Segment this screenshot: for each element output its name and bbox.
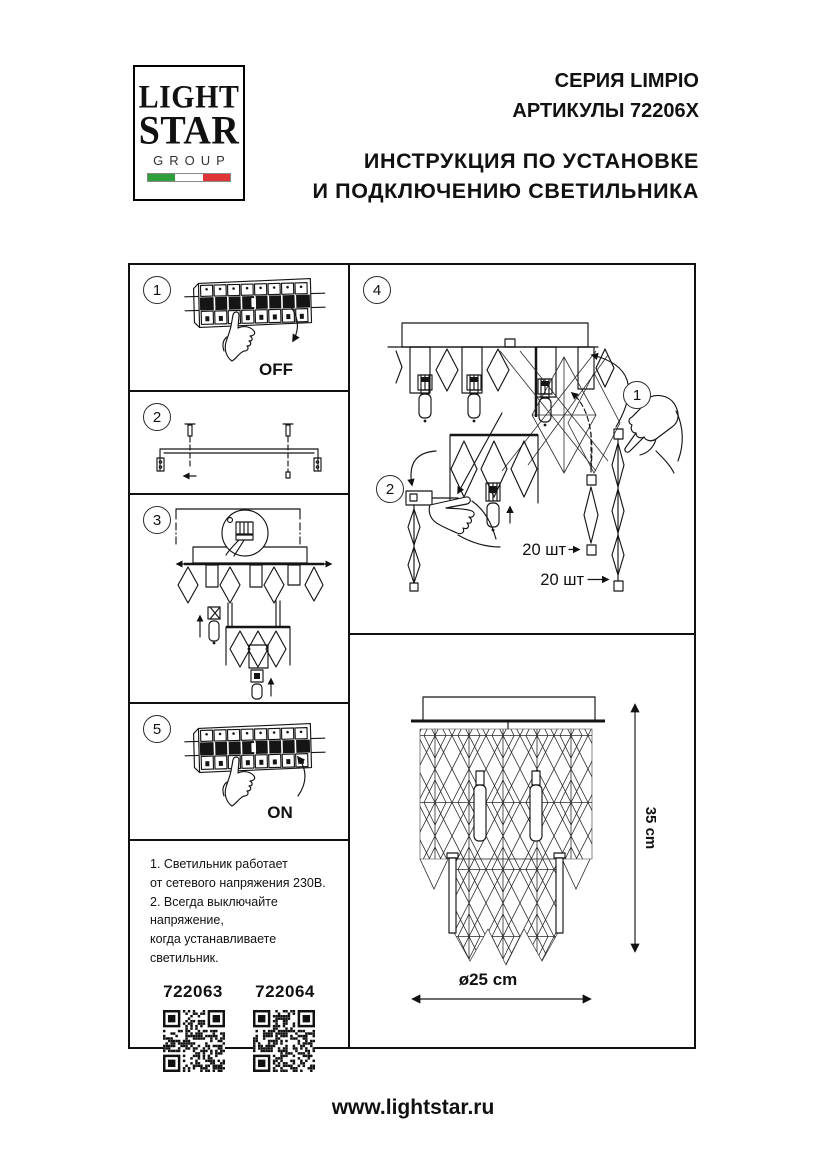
step3-number: 3 — [143, 506, 171, 534]
article-code-2: 722064 — [255, 981, 315, 1001]
qty-label-2: 20 шт — [540, 571, 584, 589]
series-name: СЕРИЯ LIMPIO — [554, 70, 699, 92]
website-url: www.lightstar.ru — [331, 1096, 495, 1119]
on-label: ON — [267, 803, 293, 822]
breaker-strip — [184, 278, 325, 328]
qr-code-722063 — [163, 1010, 225, 1072]
title-line1: ИНСТРУКЦИЯ ПО УСТАНОВКЕ — [363, 149, 699, 173]
dimensions-panel — [350, 635, 694, 1047]
flag-red — [203, 174, 230, 181]
step1-number: 1 — [143, 276, 171, 304]
guide-arrow-icon — [458, 413, 502, 493]
crystal-strand-right — [612, 429, 624, 591]
center-bulb — [486, 483, 510, 531]
notes-panel — [130, 841, 350, 1047]
series-block — [512, 66, 699, 126]
qr-codes — [130, 1010, 348, 1072]
logo-light: LIGHT — [138, 79, 240, 116]
note-line: 1. Светильник работает — [150, 857, 288, 871]
step1-panel — [130, 265, 350, 392]
flag-green — [148, 174, 175, 181]
note-line: когда устанавливаете светильник. — [150, 932, 277, 965]
qr-code-722064 — [253, 1010, 315, 1072]
logo-star: STAR — [138, 108, 240, 153]
step5-panel — [130, 704, 350, 841]
step4-number: 4 — [363, 276, 391, 304]
articles-line: АРТИКУЛЫ 72206X — [512, 100, 699, 122]
breaker-strip — [184, 723, 325, 773]
step4-callout-1: 1 — [623, 381, 651, 409]
instruction-grid — [128, 263, 696, 1049]
title-line2: И ПОДКЛЮЧЕНИЮ СВЕТИЛЬНИКА — [312, 179, 699, 204]
wiring-detail-circle — [222, 510, 268, 556]
step4-drawing-crystals — [350, 265, 694, 633]
candle-bulbs — [418, 375, 552, 426]
crystal-strand-mid — [584, 433, 598, 555]
off-label: OFF — [259, 360, 293, 379]
safety-notes — [130, 841, 348, 968]
note-line: 2. Всегда выключайте напряжение, — [150, 894, 278, 928]
crystal-strand-left — [408, 505, 420, 591]
lightstar-logo — [133, 65, 245, 201]
article-code-1: 722063 — [163, 981, 223, 1001]
step2-number: 2 — [143, 403, 171, 431]
logo-group: GROUP — [153, 152, 231, 168]
qty-label-1: 20 шт — [522, 541, 566, 559]
height-label: 35 cm — [642, 806, 659, 850]
step5-number: 5 — [143, 715, 171, 743]
article-codes — [130, 982, 348, 1002]
page-title — [313, 146, 699, 206]
note-line: от сетевого напряжения 230В. — [150, 875, 326, 890]
step2-panel — [130, 392, 350, 495]
step3-panel — [130, 495, 350, 704]
step4-panel — [350, 265, 694, 635]
step4-callout-2: 2 — [376, 475, 404, 503]
flag-white — [175, 174, 202, 181]
italian-flag-bar — [147, 173, 231, 182]
dimensions-drawing — [350, 635, 694, 1047]
diameter-label: ø25 cm — [458, 970, 518, 989]
